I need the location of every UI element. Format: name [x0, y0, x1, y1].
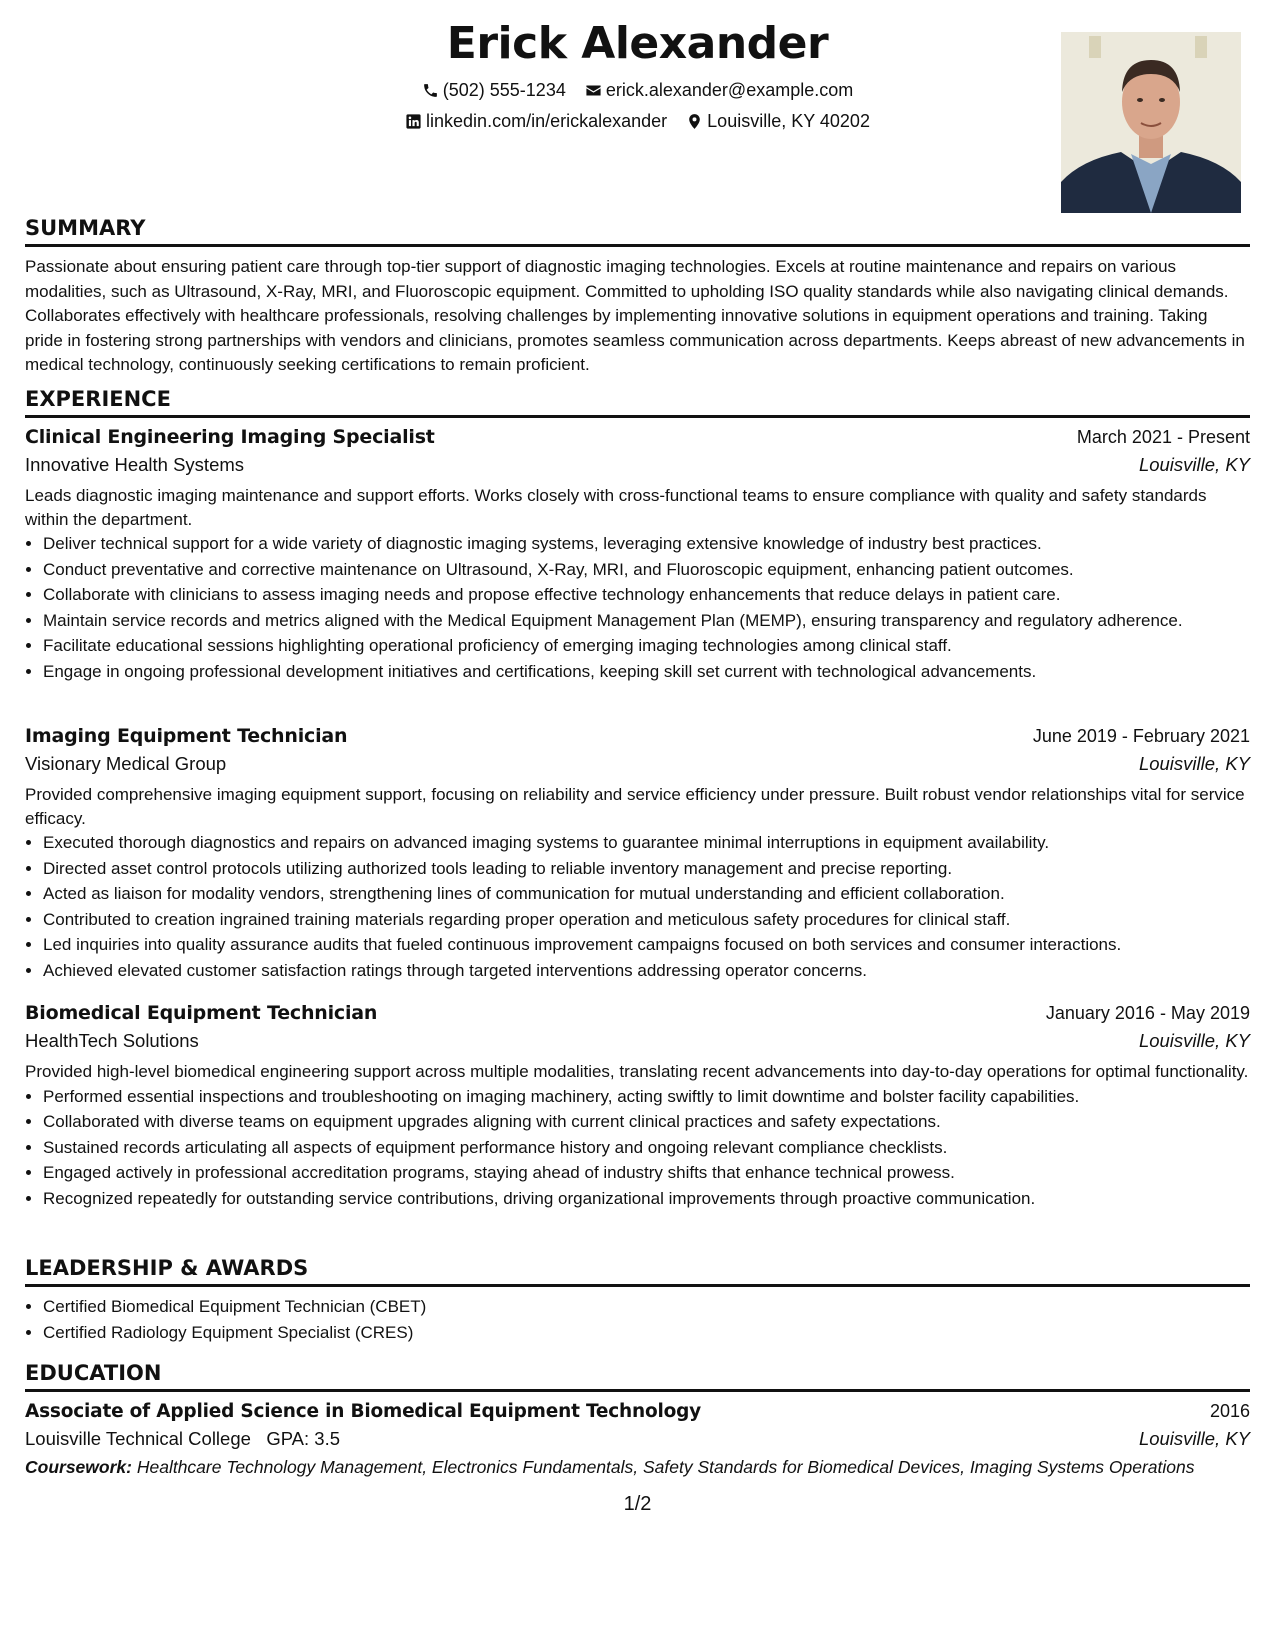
phone-text: (502) 555-1234 — [442, 80, 566, 100]
contact-email[interactable] — [585, 80, 853, 101]
job-dates: January 2016 - May 2019 — [1045, 1003, 1250, 1023]
job-bullets — [25, 1085, 1250, 1210]
list-item: • Recognized repeatedly for outstanding service contributions, driving organizational improvements through proactive communication. — [43, 1187, 1250, 1210]
list-item: • Certified Radiology Equipment Specialist (CRES) — [43, 1321, 1250, 1344]
job-subheader — [25, 753, 1250, 775]
job-location: Louisville, KY — [1138, 454, 1250, 475]
job-location: Louisville, KY — [1138, 753, 1250, 774]
job-subheader — [25, 454, 1250, 476]
location-text: Louisville, KY 40202 — [707, 111, 870, 131]
contact-phone — [422, 80, 566, 101]
job-title: Clinical Engineering Imaging Specialist — [25, 426, 435, 448]
list-item: • Collaborated with diverse teams on equipment upgrades aligning with current clinical practices and safety expectations. — [43, 1110, 1250, 1133]
job-entry — [25, 426, 1250, 685]
job-title: Biomedical Equipment Technician — [25, 1002, 378, 1024]
email-text: erick.alexander@example.com — [605, 80, 854, 100]
list-item: • Achieved elevated customer satisfaction ratings through targeted interventions addressing operator concerns. — [43, 959, 1250, 982]
job-subheader — [25, 1030, 1250, 1052]
list-item: • Deliver technical support for a wide variety of diagnostic imaging systems, leveraging extensive knowledge of industry best practices. — [43, 532, 1250, 555]
experience-heading: EXPERIENCE — [25, 387, 171, 411]
job-bullets — [25, 532, 1250, 683]
resume-page — [25, 0, 1250, 1515]
page-number: 1/2 — [623, 1493, 652, 1515]
job-dates: June 2019 - February 2021 — [1032, 726, 1250, 746]
education-subheader — [25, 1428, 1250, 1450]
section-divider — [25, 415, 1250, 418]
job-header — [25, 1002, 1250, 1024]
education-header — [25, 1401, 1250, 1422]
job-header — [25, 426, 1250, 448]
experience-section — [25, 387, 1250, 418]
section-divider — [25, 244, 1250, 247]
list-item: • Acted as liaison for modality vendors, strengthening lines of communication for mutual understanding and efficient collaboration. — [43, 882, 1250, 905]
coursework-label: Coursework: — [25, 1457, 132, 1477]
section-divider — [25, 1389, 1250, 1392]
job-description: Provided comprehensive imaging equipment support, focusing on reliability and service efficiency under pressure. Built robust vendor relationships vital for service efficacy. — [25, 785, 1245, 828]
list-item: • Conduct preventative and corrective maintenance on Ultrasound, X-Ray, MRI, and Fluoroscopic equipment, enhancing patient outcomes. — [43, 558, 1250, 581]
map-pin-icon — [686, 113, 703, 130]
leadership-list — [25, 1295, 1250, 1344]
job-company: Innovative Health Systems — [25, 454, 245, 475]
candidate-name: Erick Alexander — [446, 18, 829, 69]
leadership-heading: LEADERSHIP & AWARDS — [25, 1256, 309, 1280]
coursework — [25, 1456, 1250, 1480]
phone-icon — [422, 82, 439, 99]
job-title: Imaging Equipment Technician — [25, 725, 348, 747]
job-entry — [25, 725, 1250, 984]
list-item: • Sustained records articulating all aspects of equipment performance history and ongoing relevant compliance checklists. — [43, 1136, 1250, 1159]
job-dates: March 2021 - Present — [1076, 427, 1250, 447]
job-company: Visionary Medical Group — [25, 753, 227, 774]
summary-heading: SUMMARY — [25, 216, 146, 240]
school-location: Louisville, KY — [1138, 1428, 1250, 1449]
contact-linkedin[interactable] — [405, 111, 667, 132]
job-location: Louisville, KY — [1138, 1030, 1250, 1051]
summary-text: Passionate about ensuring patient care through top-tier support of diagnostic imaging technologies. Excels at routine maintenance and repairs on various modalities, such as Ultrasound, X-Ray, MRI, and Fluoroscopic equipment. Committed to upholding ISO quality standards while also navigating clinical demands. Collaborates effectively with healthcare professionals, resolving challenges by implementing innovative solutions in equipment operations and training. Taking pride in fostering strong partnerships with vendors and clinicians, promotes seamless communication across departments. Keeps abreast of new advancements in medical technology, continuously seeking certifications to remain proficient. — [25, 257, 1245, 374]
list-item: • Certified Biomedical Equipment Technician (CBET) — [43, 1295, 1250, 1318]
leadership-section — [25, 1256, 1250, 1346]
list-item: • Executed thorough diagnostics and repairs on advanced imaging systems to guarantee minimal interruptions in equipment availability. — [43, 831, 1250, 854]
profile-photo — [1061, 32, 1241, 213]
graduation-year: 2016 — [1209, 1401, 1250, 1421]
job-entry — [25, 1002, 1250, 1212]
gpa: GPA: 3.5 — [266, 1428, 341, 1449]
envelope-icon — [585, 82, 602, 99]
list-item: • Performed essential inspections and troubleshooting on imaging machinery, acting swiftly to limit downtime and bolster facility capabilities. — [43, 1085, 1250, 1108]
contact-location — [686, 111, 870, 132]
education-heading: EDUCATION — [25, 1361, 162, 1385]
section-divider — [25, 1284, 1250, 1287]
list-item: • Contributed to creation ingrained training materials regarding proper operation and meticulous safety procedures for clinical staff. — [43, 908, 1250, 931]
job-company: HealthTech Solutions — [25, 1030, 199, 1051]
summary-section — [25, 216, 1250, 378]
job-description: Leads diagnostic imaging maintenance and support efforts. Works closely with cross-functional teams to ensure compliance with quality and safety standards within the department. — [25, 486, 1207, 529]
job-bullets — [25, 831, 1250, 982]
linkedin-icon — [405, 113, 422, 130]
coursework-list: Healthcare Technology Management, Electronics Fundamentals, Safety Standards for Biomedical Devices, Imaging Systems Operations — [136, 1457, 1195, 1477]
list-item: • Maintain service records and metrics aligned with the Medical Equipment Management Plan (MEMP), ensuring transparency and regulatory adherence. — [43, 609, 1250, 632]
list-item: • Facilitate educational sessions highlighting operational proficiency of emerging imaging technologies among clinical staff. — [43, 634, 1250, 657]
school-name: Louisville Technical College — [25, 1428, 251, 1449]
job-description: Provided high-level biomedical engineering support across multiple modalities, translating recent advancements into day-to-day operations for optimal functionality. — [25, 1062, 1249, 1081]
list-item: • Directed asset control protocols utilizing authorized tools leading to reliable inventory management and precise reporting. — [43, 857, 1250, 880]
list-item: • Engaged actively in professional accreditation programs, staying ahead of industry shifts that enhance technical prowess. — [43, 1161, 1250, 1184]
list-item: • Collaborate with clinicians to assess imaging needs and propose effective technology enhancements that reduce delays in patient care. — [43, 583, 1250, 606]
list-item: • Led inquiries into quality assurance audits that fueled continuous improvement campaigns focused on both services and consumer interactions. — [43, 933, 1250, 956]
job-header — [25, 725, 1250, 747]
list-item: • Engage in ongoing professional development initiatives and certifications, keeping skill set current with technological advancements. — [43, 660, 1250, 683]
linkedin-text: linkedin.com/in/erickalexander — [426, 111, 668, 131]
resume-header — [25, 0, 1250, 220]
school-and-gpa — [25, 1428, 340, 1450]
degree-title: Associate of Applied Science in Biomedical Equipment Technology — [25, 1401, 702, 1422]
education-section — [25, 1361, 1250, 1480]
